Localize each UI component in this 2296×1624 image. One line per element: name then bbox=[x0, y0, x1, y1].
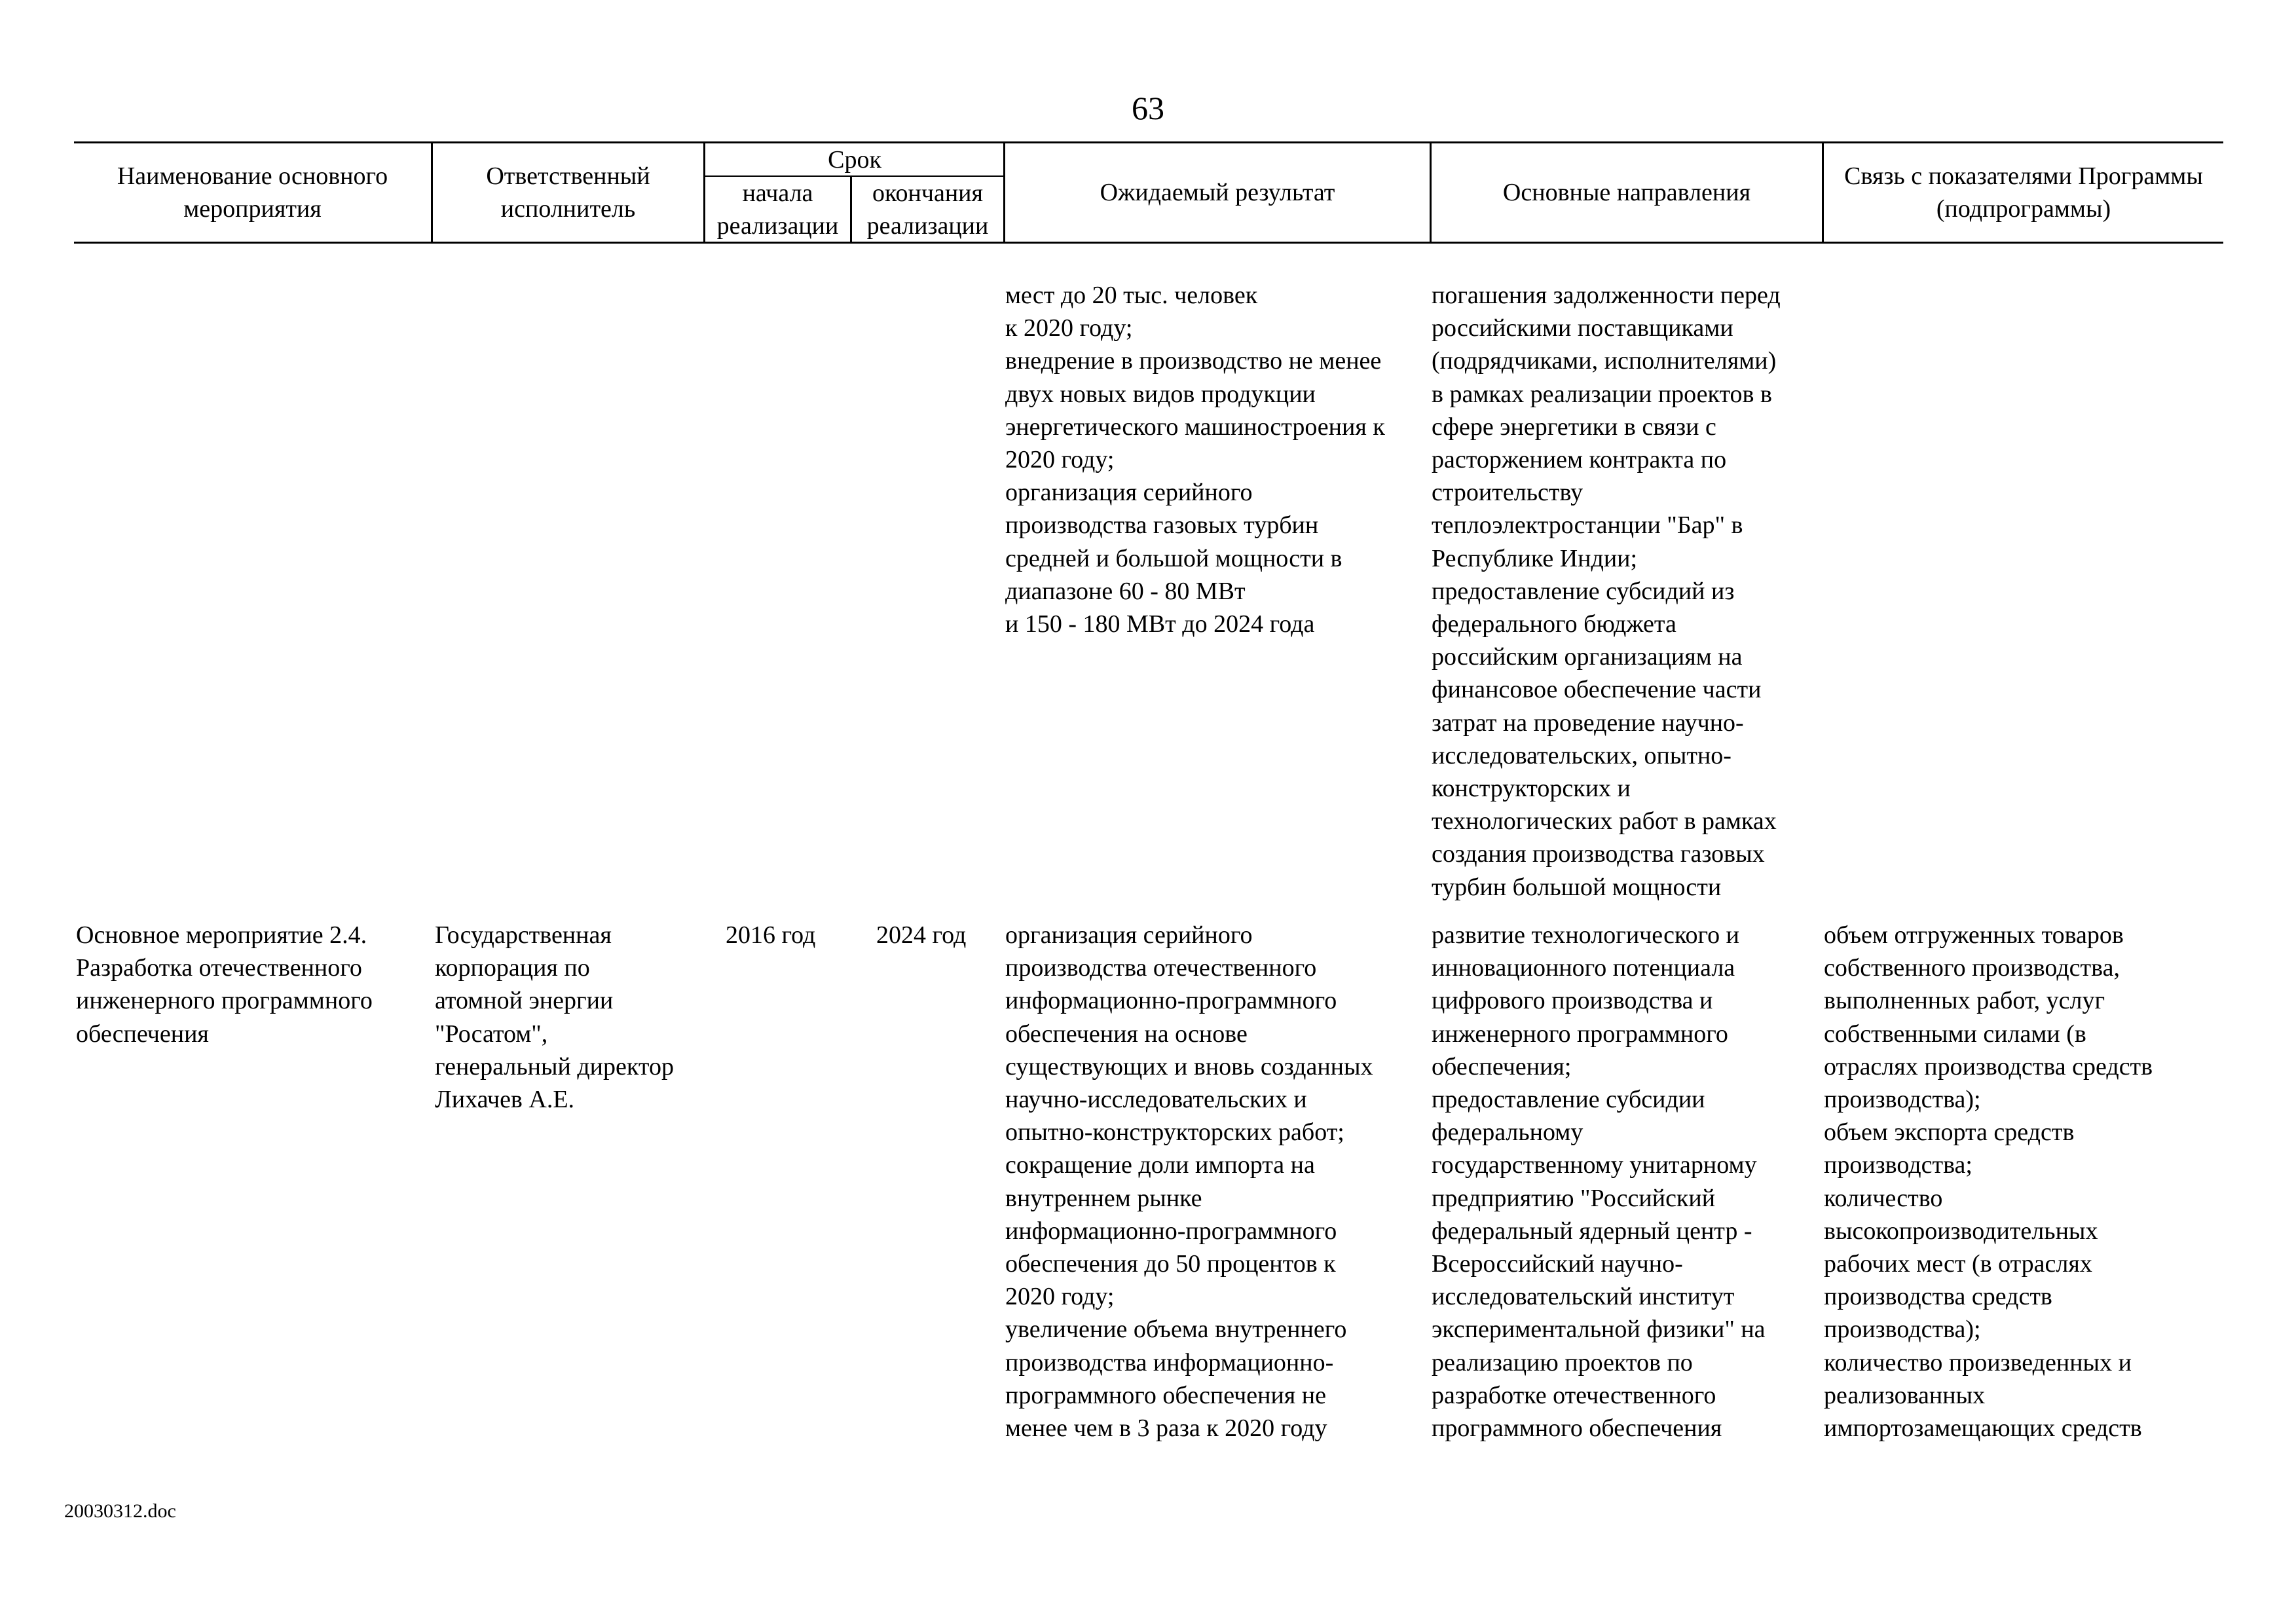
table-header-bottom-rule bbox=[74, 242, 2223, 244]
header-executor: Ответственный исполнитель bbox=[486, 162, 650, 223]
header-start: начала реализации bbox=[716, 179, 839, 240]
cell-end: 2024 год bbox=[876, 921, 967, 949]
footer-doc-name: 20030312.doc bbox=[64, 1500, 176, 1522]
cell-result: мест до 20 тыс. человек к 2020 году; внедрение в производство не менее двух новых видов продукции энергетического машиностроения к 2020 году; организация серийного производства газовых турбин средней и большой мощности в диапазоне 60 - 80 МВт и 150 - 180 МВт до 2024 года bbox=[1005, 282, 1385, 638]
header-end: окончания реализации bbox=[866, 179, 989, 240]
cell-result: организация серийного производства отечественного информационно-программного обеспечения на основе существующих и вновь созданных научно-исследовательских и опытно-конструкторских работ; сокращение доли импорта на внутреннем рынке информационно-программного обеспечения до 50 процентов к 2020 году; увеличение объема внутреннего производства информационно- программного обеспечения не менее чем в 3 раза к 2020 году bbox=[1005, 921, 1373, 1443]
cell-start: 2016 год bbox=[726, 921, 816, 949]
header-term: Срок bbox=[828, 145, 881, 174]
header-directions: Основные направления bbox=[1502, 179, 1751, 206]
header-name: Наименование основного мероприятия bbox=[117, 162, 388, 223]
cell-directions: развитие технологического и инновационного потенциала цифрового производства и инженерного программного обеспечения; предоставление субсидии федеральному государственному унитарному предприятию "Российский федеральный ядерный центр - Всероссийский научно- исследовательский институт экспериментальной физики" на реализацию проектов по разработке отечественного программного обеспечения bbox=[1432, 921, 1766, 1443]
cell-name: Основное мероприятие 2.4. Разработка отечественного инженерного программного обеспечения bbox=[76, 921, 373, 1048]
cell-indicators: объем отгруженных товаров собственного производства, выполненных работ, услуг собственными силами (в отраслях производства средств производства); объем экспорта средств производства; количество высокопроизводительных рабочих мест (в отраслях производства средств производства); количество произведенных и реализованных импортозамещающих средств bbox=[1824, 921, 2153, 1443]
cell-directions: погашения задолженности перед российскими поставщиками (подрядчиками, исполнителями) в рамках реализации проектов в сфере энергетики в связи с расторжением контракта по строительству теплоэлектростанции "Бар" в Республике Индии; предоставление субсидий из федерального бюджета российским организациям на финансовое обеспечение части затрат на проведение научно- исследовательских, опытно- конструкторских и технологических работ в рамках создания производства газовых турбин большой мощности bbox=[1432, 282, 1781, 901]
header-result: Ожидаемый результат bbox=[1100, 179, 1335, 206]
cell-executor: Государственная корпорация по атомной энергии "Росатом", генеральный директор Лихачев А.Е. bbox=[435, 921, 674, 1114]
header-indicators: Связь с показателями Программы (подпрограммы) bbox=[1844, 162, 2203, 223]
page-number: 63 bbox=[1132, 90, 1164, 126]
